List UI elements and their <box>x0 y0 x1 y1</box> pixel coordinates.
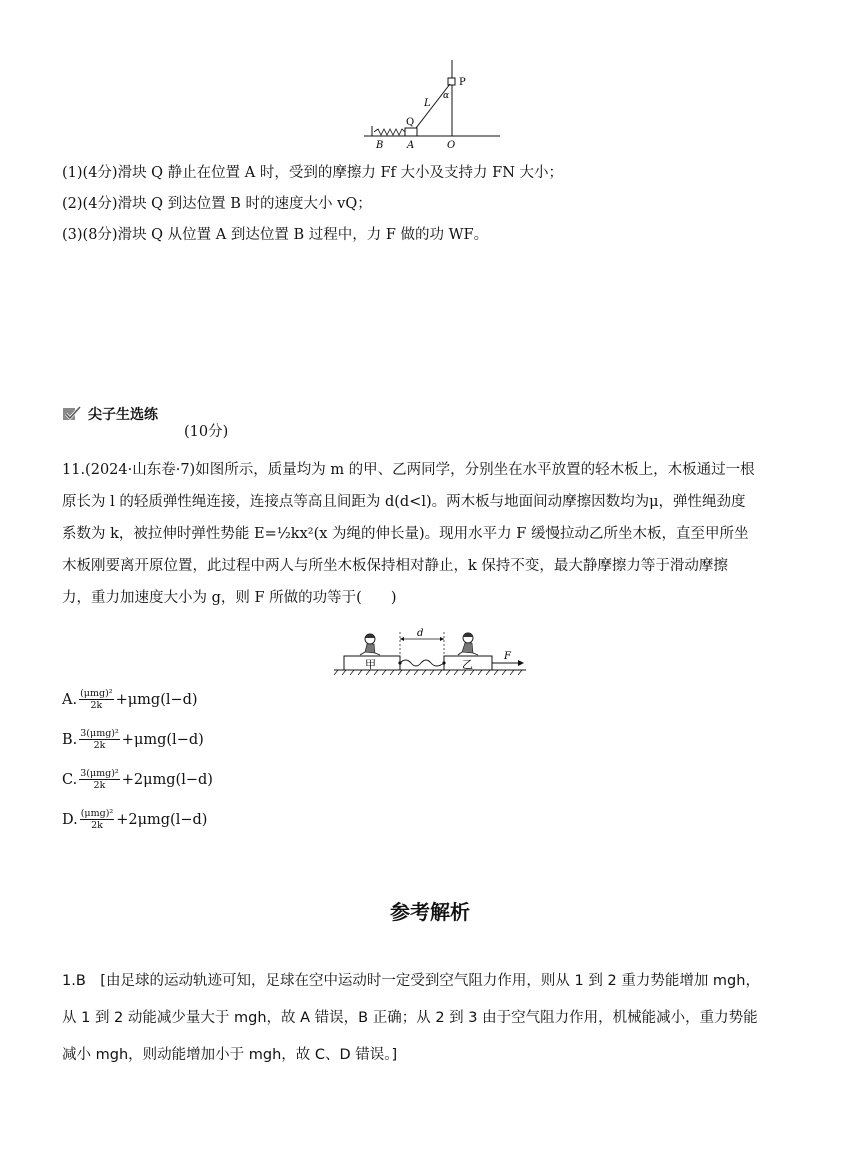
rod-slider-figure <box>360 58 505 150</box>
label-jia: 甲 <box>365 658 376 671</box>
fraction-denominator: 2k <box>93 740 106 751</box>
checklist-icon <box>62 406 82 422</box>
option-letter: B. <box>62 731 78 748</box>
fraction-numerator: (μmg)² <box>80 808 114 819</box>
option-letter: C. <box>62 771 78 788</box>
label-L: L <box>424 98 431 109</box>
option-letter: A. <box>62 691 78 708</box>
label-alpha: α <box>443 91 450 101</box>
option-fraction <box>79 768 120 791</box>
option-rest: +2μmg(l−d) <box>116 811 208 828</box>
section-score: (10分) <box>184 424 229 440</box>
fraction-denominator: 2k <box>93 780 106 791</box>
q10-part-2: (2)(4分)滑块 Q 到达位置 B 时的速度大小 vQ； <box>62 196 372 212</box>
q11-line: 系数为 k，被拉伸时弹性势能 E=½kx²(x 为绳的伸长量)。现用水平力 F 缓慢拉动乙所坐木板，直至甲所坐 <box>62 526 749 542</box>
option-rest: +μmg(l−d) <box>115 691 198 708</box>
option-fraction <box>80 808 115 831</box>
q11-line: 力，重力加速度大小为 g，则 F 所做的功等于( ) <box>62 590 397 606</box>
q11-line: 原长为 l 的轻质弹性绳连接，连接点等高且间距为 d(d<l)。两木板与地面间动摩擦因数均为μ，弹性绳劲度 <box>62 494 746 510</box>
label-A: A <box>407 140 415 150</box>
q11-line: 11.(2024·山东卷·7)如图所示，质量均为 m 的甲、乙两同学，分别坐在水平放置的轻木板上，木板通过一根 <box>62 462 755 478</box>
fraction-numerator: 3(μmg)² <box>80 768 119 779</box>
option-rest: +μmg(l−d) <box>121 731 204 748</box>
label-Q: Q <box>406 117 415 128</box>
option-b <box>62 728 204 751</box>
q11-line: 木板刚要离开原位置，此过程中两人与所坐木板保持相对静止，k 保持不变，最大静摩擦力等于滑动摩擦 <box>62 558 728 574</box>
answer-line: 1.B [由足球的运动轨迹可知，足球在空中运动时一定受到空气阻力作用，则从 1 到 2 重力势能增加 mgh， <box>62 973 760 989</box>
option-fraction <box>79 728 120 751</box>
label-P: P <box>459 77 466 88</box>
boards-figure <box>330 626 530 678</box>
label-O: O <box>447 140 456 150</box>
label-d: d <box>417 628 424 639</box>
answer-1 <box>62 963 812 1074</box>
option-letter: D. <box>62 811 78 828</box>
option-fraction <box>79 688 114 711</box>
section-header <box>62 404 158 424</box>
answer-title: 参考解析 <box>390 900 470 924</box>
q11-stem <box>62 454 802 614</box>
option-rest: +2μmg(l−d) <box>121 771 213 788</box>
label-B: B <box>376 140 384 150</box>
section-title: 尖子生选练 <box>88 407 158 423</box>
fraction-denominator: 2k <box>90 700 103 711</box>
answer-line: 减小 mgh，则动能增加小于 mgh，故 C、D 错误。] <box>62 1047 398 1063</box>
option-a <box>62 688 198 711</box>
answer-line: 从 1 到 2 动能减少量大于 mgh，故 A 错误，B 正确；从 2 到 3 由于空气阻力作用，机械能减小，重力势能 <box>62 1010 758 1026</box>
fraction-denominator: 2k <box>91 820 103 831</box>
label-F: F <box>504 651 511 662</box>
q10-part-3: (3)(8分)滑块 Q 从位置 A 到达位置 B 过程中，力 F 做的功 WF。 <box>62 227 489 243</box>
label-yi: 乙 <box>462 658 473 671</box>
q10-part-1: (1)(4分)滑块 Q 静止在位置 A 时，受到的摩擦力 Ff 大小及支持力 FN 大小； <box>62 165 563 181</box>
fraction-numerator: 3(μmg)² <box>80 728 119 739</box>
option-c <box>62 768 213 791</box>
fraction-numerator: (μmg)² <box>80 688 113 699</box>
option-d <box>62 808 207 831</box>
